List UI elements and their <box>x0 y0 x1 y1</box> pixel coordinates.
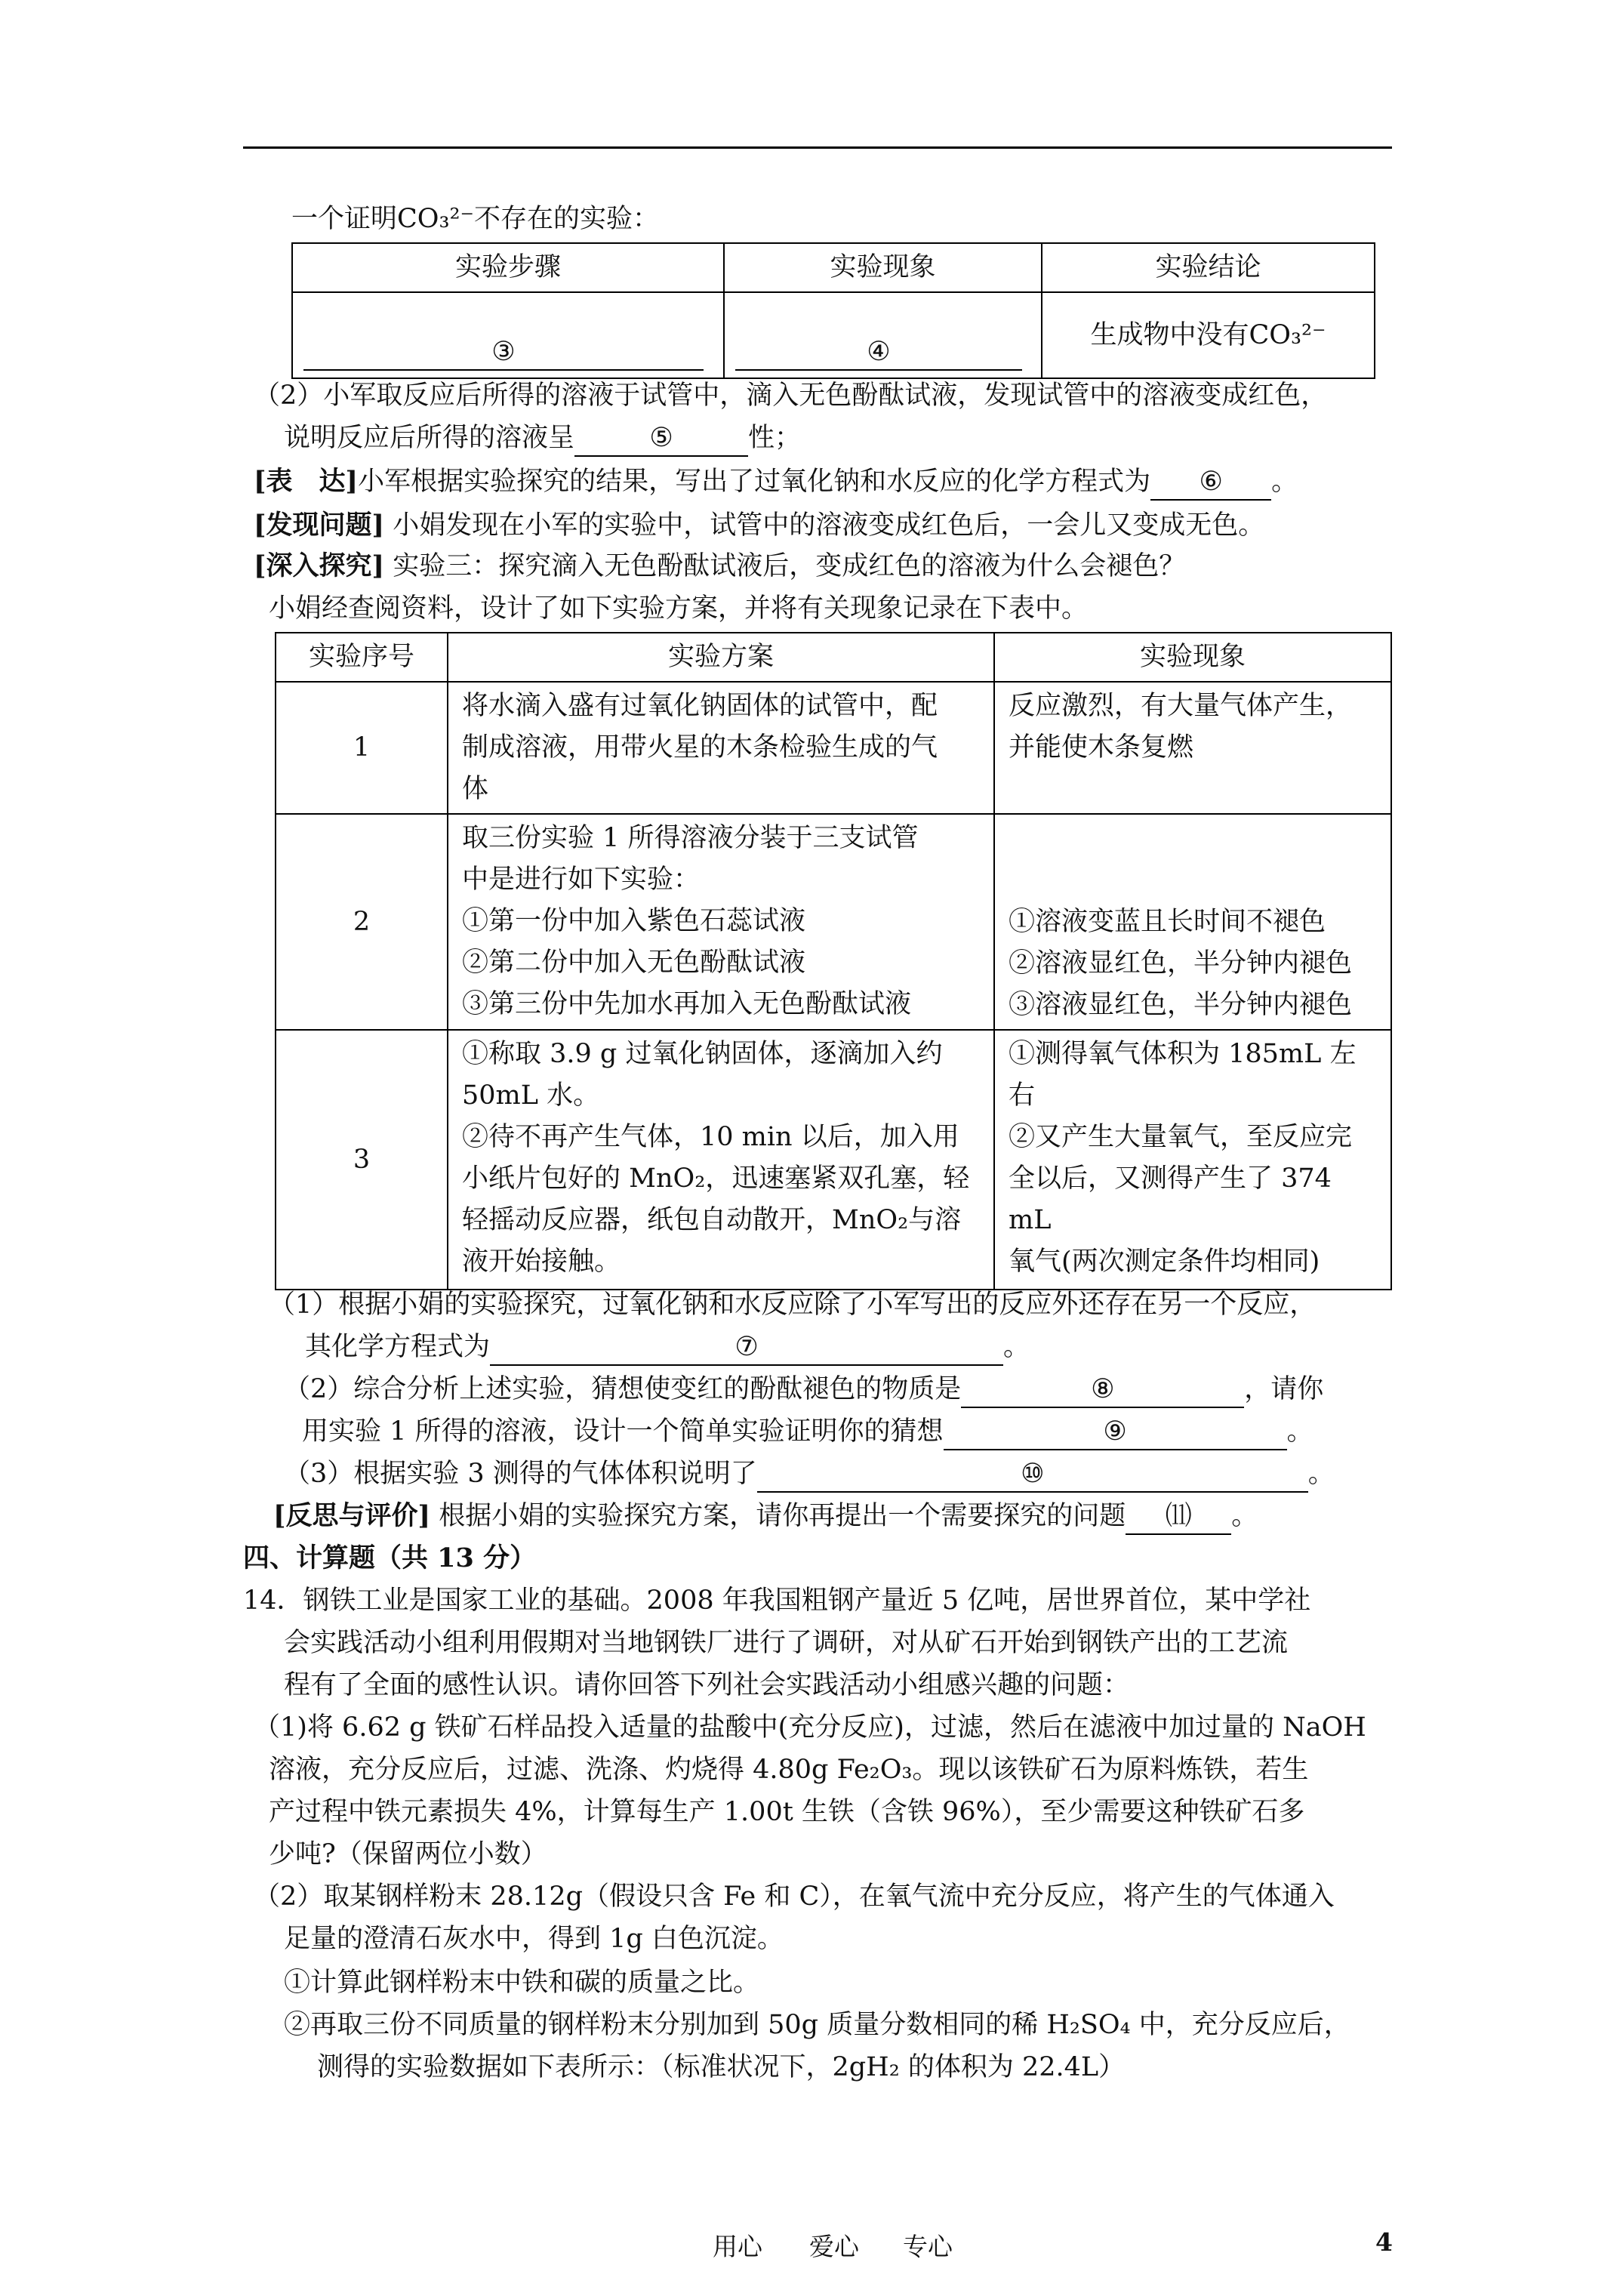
table1-conclusion-cell: 生成物中没有CO₃²⁻ <box>1042 292 1375 378</box>
c2-line1: （2）取某钢样粉末 28.12g（假设只含 Fe 和 C），在氧气流中充分反应，将产生的气体通入 <box>254 1881 1335 1912</box>
reflect-line: [反思与评价] 根据小娟的实验探究方案，请你再提出一个需要探究的问题 ⑾ 。 <box>273 1495 1258 1537</box>
q14-line2: 会实践活动小组利用假期对当地钢铁厂进行了调研，对从矿石开始到钢铁产出的工艺流 <box>284 1628 1289 1658</box>
footer-right: 专心 <box>903 2232 953 2261</box>
row1-result: 反应激烈，有大量气体产生， 并能使木条复燃 <box>994 682 1391 814</box>
deep-line: [深入探究] 实验三：探究滴入无色酚酞试液后，变成红色的溶液为什么会褪色？ <box>254 550 1186 581</box>
experiment-table <box>275 632 1392 1290</box>
table2-header-plan: 实验方案 <box>448 633 994 682</box>
row2-plan: 取三份实验 1 所得溶液分装于三支试管 中是进行如下实验： ①第一份中加入紫色石蕊试液 ②第二份中加入无色酚酞试液 ③第三份中先加水再加入无色酚酞试液 <box>448 814 994 1030</box>
blank-8[interactable]: ⑧ <box>961 1372 1244 1408</box>
q3-line: （3）根据实验 3 测得的气体体积说明了 ⑩ 。 <box>284 1453 1335 1495</box>
q2-line2: 用实验 1 所得的溶液，设计一个简单实验证明你的猜想 ⑨ 。 <box>302 1410 1313 1453</box>
row2-result: ①溶液变蓝且长时间不褪色 ②溶液显红色，半分钟内褪色 ③溶液显红色，半分钟内褪色 <box>994 814 1391 1030</box>
p2-line2: 说明反应后所得的溶液呈 ⑤ 性； <box>284 417 801 459</box>
page-number: 4 <box>1375 2227 1393 2257</box>
c1-line1: （1)将 6.62 g 铁矿石样品投入适量的盐酸中(充分反应)，过滤，然后在滤液中加过量的 NaOH <box>254 1712 1366 1743</box>
c2-sub2-line1: ②再取三份不同质量的钢样粉末分别加到 50g 质量分数相同的稀 H₂SO₄ 中，充分反应后， <box>284 2010 1350 2040</box>
section-title: 四、计算题（共 13 分） <box>243 1542 537 1573</box>
row2-no: 2 <box>276 814 448 1030</box>
blank-3[interactable]: ③ <box>303 334 704 371</box>
q14-line3: 程有了全面的感性认识。请你回答下列社会实践活动小组感兴趣的问题： <box>284 1670 1130 1700</box>
c1-line2: 溶液，充分反应后，过滤、洗涤、灼烧得 4.80g Fe₂O₃。现以该铁矿石为原料炼铁，若生 <box>269 1755 1309 1785</box>
express-line: [表 达]小军根据实验探究的结果，写出了过氧化钠和水反应的化学方程式为 ⑥ 。 <box>254 461 1298 503</box>
row1-no: 1 <box>276 682 448 814</box>
table1-phenomenon-cell <box>724 292 1042 378</box>
intro-line: 一个证明CO₃²⁻不存在的实验： <box>291 204 660 234</box>
table-row <box>276 682 1391 814</box>
p2-line1: （2）小军取反应后所得的溶液于试管中，滴入无色酚酞试液，发现试管中的溶液变成红色， <box>254 381 1328 411</box>
co3-test-table <box>291 242 1375 379</box>
table1-header-conclusion: 实验结论 <box>1042 243 1375 292</box>
table-row <box>276 1030 1391 1290</box>
table1-header-phenomenon: 实验现象 <box>724 243 1042 292</box>
table2-header-result: 实验现象 <box>994 633 1391 682</box>
find-line: [发现问题] 小娟发现在小军的实验中，试管中的溶液变成红色后，一会儿又变成无色。 <box>254 510 1265 541</box>
footer-mid: 爱心 <box>809 2232 859 2261</box>
header-rule <box>243 146 1392 149</box>
q1-line2: 其化学方程式为 ⑦ 。 <box>305 1326 1030 1368</box>
blank-4[interactable]: ④ <box>735 334 1022 371</box>
express-tag: [表 达] <box>254 466 359 497</box>
table-row <box>276 814 1391 1030</box>
c1-line3: 产过程中铁元素损失 4%，计算每生产 1.00t 生铁（含铁 96%），至少需要这种铁矿石多 <box>269 1797 1305 1827</box>
c2-sub1: ①计算此钢样粉末中铁和碳的质量之比。 <box>284 1968 760 1998</box>
find-tag: [发现问题] <box>254 510 385 541</box>
blank-10[interactable]: ⑩ <box>757 1456 1308 1493</box>
row3-result: ①测得氧气体积为 185mL 左 右 ②又产生大量氧气，至反应完 全以后，又测得产生了 374 mL 氧气(两次测定条件均相同) <box>994 1030 1391 1290</box>
q2-line1: （2）综合分析上述实验，猜想使变红的酚酞褪色的物质是 ⑧ ，请你 <box>284 1368 1323 1410</box>
blank-11[interactable]: ⑾ <box>1126 1499 1231 1535</box>
blank-9[interactable]: ⑨ <box>944 1414 1287 1450</box>
blank-7[interactable]: ⑦ <box>490 1330 1003 1366</box>
footer-left: 用心 <box>713 2232 762 2261</box>
blank-5[interactable]: ⑤ <box>574 421 748 457</box>
row3-plan: ①称取 3.9 g 过氧化钠固体，逐滴加入约 50mL 水。 ②待不再产生气体，10 min 以后，加入用 小纸片包好的 MnO₂，迅速塞紧双孔塞，轻 轻摇动反应器，纸包自动散开，MnO₂与溶 液开始接触。 <box>448 1030 994 1290</box>
table1-step-cell <box>292 292 724 378</box>
deep-tag: [深入探究] <box>254 550 385 581</box>
blank-6[interactable]: ⑥ <box>1150 464 1271 501</box>
row3-no: 3 <box>276 1030 448 1290</box>
table1-header-step: 实验步骤 <box>292 243 724 292</box>
q14-line1: 14．钢铁工业是国家工业的基础。2008 年我国粗钢产量近 5 亿吨，居世界首位，某中学社 <box>243 1586 1311 1616</box>
row1-plan: 将水滴入盛有过氧化钠固体的试管中，配 制成溶液，用带火星的木条检验生成的气 体 <box>448 682 994 814</box>
deep-intro: 小娟经查阅资料，设计了如下实验方案，并将有关现象记录在下表中。 <box>269 593 1089 624</box>
c2-line2: 足量的澄清石灰水中，得到 1g 白色沉淀。 <box>284 1924 784 1954</box>
reflect-tag: [反思与评价] <box>273 1500 431 1531</box>
q1-line1: （1）根据小娟的实验探究，过氧化钠和水反应除了小军写出的反应外还存在另一个反应， <box>269 1290 1317 1320</box>
c2-sub2-line2: 测得的实验数据如下表所示：（标准状况下，2gH₂ 的体积为 22.4L） <box>317 2052 1126 2082</box>
table2-header-no: 实验序号 <box>276 633 448 682</box>
c1-line4: 少吨?（保留两位小数） <box>269 1839 547 1869</box>
